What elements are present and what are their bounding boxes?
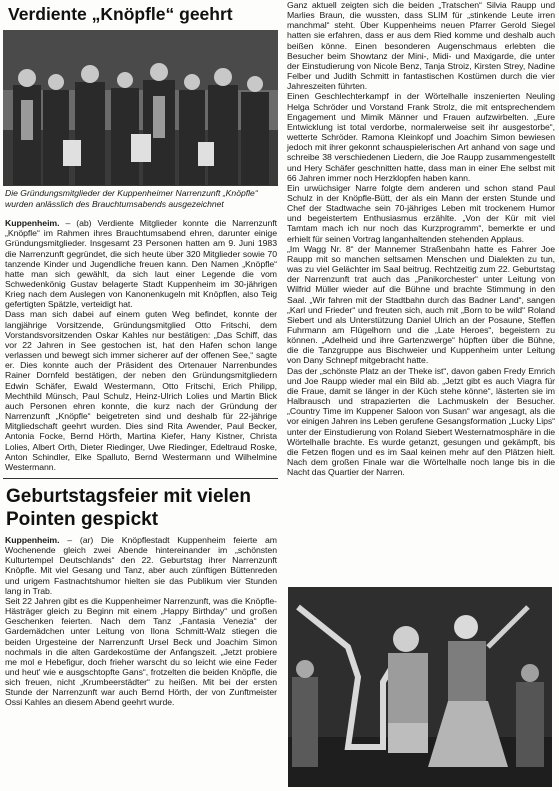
article1-paragraph-2: Dass man sich dabei auf einem guten Weg befindet, konnte der langjährige Vorsitzende, Gründungsmitglied Otto Fritschi, dem Vorstandsvorsitzenden Oskar Kahles nur bestätigen: „Das Schiff, das vor 22 Jahren in See gestochen ist, hat den Hafen schon lange verlassen und bewegt sich immer sicherer auf der offenen See,“ sagte er. Dies konnte auch der Präsident des Ortenauer Narrenbundes Rainer Dornfeld bestätigen, der neben den Gründungsmitgliedern Edwin Schäfer, Ewald Westermann, Otto Fritschi, Erich Philipp, Mechthild Münsch, Paul Schulz, Heinz-Ulrich Lolies und Martin Blick auch Personen ehren konnte, die kurz nach der Gründung der Narrenzunft „Knöpfle“ beigetreten sind und deshalb für 22-jährige Mitgliedschaft geehrt wurden. Dies sind Rita Awender, Paul Becker, Antonia Focke, Bernd Hörth, Martina Kiefer, Hany Kistner, Christa Lolies, Albert Orth, Dieter Riedinger, Uwe Riedinger, Edeltraud Roske, Anton Schindler, Elke Spalluto, Bernd Westermann und Wilhelmine Westermann. (5, 309, 277, 472)
dance-photo (288, 587, 552, 787)
dance-photo-graphic (288, 587, 552, 787)
left-column (3, 0, 278, 708)
group-photo (3, 30, 278, 186)
article1-paragraph-1 (3, 218, 278, 309)
right-column (285, 0, 556, 477)
article2-headline: Geburtstagsfeier mit vielen Pointen gespickt (6, 485, 251, 530)
group-photo-graphic (3, 30, 278, 186)
article1-dateline: Kuppenheim. (5, 218, 60, 229)
article2-paragraph-1 (3, 535, 278, 596)
article2-right-paragraph-4: „Im Wagg Nr. 8“ der Mannemer Straßenbahn hatte es Fahrer Joe Raupp mit so manchen seltsamen Menschen und Dialekten zu tun, was zu viel Gelächter im Saal beitrug. Rechtzeitig zum 22. Geburtstag der Narrenzunft trat auch das „Panikorchester“ unter Leitung von Wilfrid Müller wieder auf die Bühne und brachte Stimmung in den Saal. „Wir fahren mit der Stadtbahn durch das Badner Land“, sangen „Karl und Frieder“ und freuten sich, auch mit „Born to be wild“ Roland Siebert und als Unterstützung Daniel Ulrich an der Posaune, Steffen Fuhrmann am Flügelhorn und die „Late Heroes“, begeistern zu können. „Adelheid und ihre Gartenzwerge“ hüpften über die Bühne, die die Tanzgruppe aus Bischweier und Kuppenheim unter Leitung von Dany Schnepf mitgebracht hatte. (287, 243, 555, 366)
article2-dateline: Kuppenheim. (5, 534, 60, 545)
article2-paragraph-2: Seit 22 Jahren gibt es die Kuppenheimer Narrenzunft, was die Knöpfle-Hästräger gleich zu Beginn mit einem „Happy Birthday“ und großen Geschenken feierten. Nach dem Tanz „Fantasia Venezia“ der Gardemädchen unter Leitung von Ilona Schmitt-Walz stiegen die beiden Urgesteine der Narrenzunft Ursel Beck und Joachim Simon nochmals in die alten Gardekostüme der Anfangszeit. „Jetzt probiere me mol e Hebefigur, doch frieher warscht du so leicht wie eine Feder und heut' wie e ausgschtopfte Gans“, frotzelten die beiden Knöpfle, die sich freuen, nicht „Krumbeerstädter“ zu heißen. Mit bei der ersten Stunde der Narrenzunft war auch Bernd Hörth, der von Zunftmeister Ossi Kahles an diesem Abend geehrt wurde. (5, 595, 277, 708)
divider (3, 478, 278, 479)
article2-right-paragraph-2: Einen Geschlechterkampf in der Wörtelhalle inszenierten Neuling Helga Schröder und Vorstand Frank Strolz, die mit entsprechendem Engagement und Mimik Männer und Frauen aufzwirbelten. „Eure Entwicklung ist total verdorbe, normalerweise seit ihr ausgestorbe“, wetterte Schröder. Ramona Kleinkopf und Joachim Simon bewiesen jedoch mit ihrer gekonnt schauspielerischen Art anhand von sage und schreibe 38 verschiedenen Liedern, die Joe Raupp zusammengestellt und Hery Schäfer geschnitten hatte, dass man in einer Ehe selbst mit 66 Jahren immer noch Herzklopfen haben kann. (287, 91, 555, 183)
article2-right-paragraph-3: Ein urwüchsiger Narre folgte dem anderen und schon stand Paul Schulz in der Knöpfle-Bütt, der als ein Mann der ersten Stunde und Chef der Stadtwache sein 70-jähriges Leben mit trockenem Humor und begeistertem Enthusiasmus erzählte. „Von der Kür mit viel Tamtam mach ich nur noch das Kurzprogramm“, bemerkte er und erhielt für seinen Vortrag langanhaltenden stehenden Applaus. (287, 182, 555, 244)
article2-right-paragraph-5: Das der „schönste Platz an der Theke ist“, davon gaben Fredy Emrich und Joe Raupp wieder mal ein Bild ab. „Jetzt gibt es auch Viagra für die Fraue, damit se länger in der Küch stehe könne“, lästerten sie im Halbrausch und strapazierten die Lachmuskeln der Besucher. „Country Time im Kuppener Saloon von Susan“ war angesagt, als die vor einigen Jahren ins Leben gerufene Gesangsformation „Lucky Lips“ unter der Einstudierung von Roland Siebert Westernatmosphäre in die Wörtelhalle brachte. Es wurde getanzt, gesungen und gekämpft, bis die Fetzen flogen und es im Saal keinen mehr auf den Plätzen hielt. Nach dem großen Finale war die Wörtelhalle noch lange bis in die Nacht das Quartier der Narren. (287, 365, 555, 478)
article1-text-1: – (ab) Verdiente Mitglieder konnte die Narrenzunft „Knöpfle“ im Rahmen ihres Brauchtumsabend ehren, darunter einige Gründungsmitglieder. Insgesamt 23 Personen hatten am 9. Juni 1983 die Narrenzunft gegründet, die sich heute über 320 Mitglieder sowie 70 tanzende Kinder und Jugendliche freuen kann. Den Namen „Knöpfle“ hatte man sich gewählt, da sich laut einer Legende die vom Schwedenkönig Gustav belagerte Stadt Kuppenheim im 30-jährigen Krieg nach dem Auslegen von Kanonenkugeln mit Knöpflen, also Teig gefertigten Spätzle, verteidigt hat. (5, 218, 277, 310)
article1-headline: Verdiente „Knöpfle“ geehrt (8, 4, 233, 24)
photo1-caption: Die Gründungsmitglieder der Kuppenheimer Narrenzunft „Knöpfle“ wurden anlässlich des Brauchtumsabends ausgezeichnet (5, 188, 258, 209)
article2-right-paragraph-1: Ganz aktuell zeigten sich die beiden „Tratschen“ Silvia Raupp und Marlies Braun, die wussten, dass SLIM für „stinkende Leute irren manchmal“ steht. Über Kuppenheims neuen Pfarrer Gerold Siegel hatten sie erfahren, dass er aus dem Ried komme und deshalb auch beißen könne. Einen besonderen Augenschmaus erlebten die Besucher beim Showtanz der Mini-, Midi- und Maxigarde, die unter der Einstudierung von Nicole Benz, Tanja Stroiz, Kirsten Strey, Nadine Felber und Judith Schmitt in fantastischen Kostümen durch die vier Jahreszeiten führten. (287, 0, 555, 92)
article2-text-1: – (ar) Die Knöpflestadt Kuppenheim feierte am Wochenende gleich zwei Abende hintereinander im „schönsten Kulturtempel Deutschlands“ den 22. Geburtstag ihrer Narrenzunft Knöpfle. Mit viel Gesang und Tanz, aber auch zünftigen Büttenreden und urigem Fastnachtshumor hielten sie das Publikum vier Stunden lang in Trab. (5, 534, 277, 596)
